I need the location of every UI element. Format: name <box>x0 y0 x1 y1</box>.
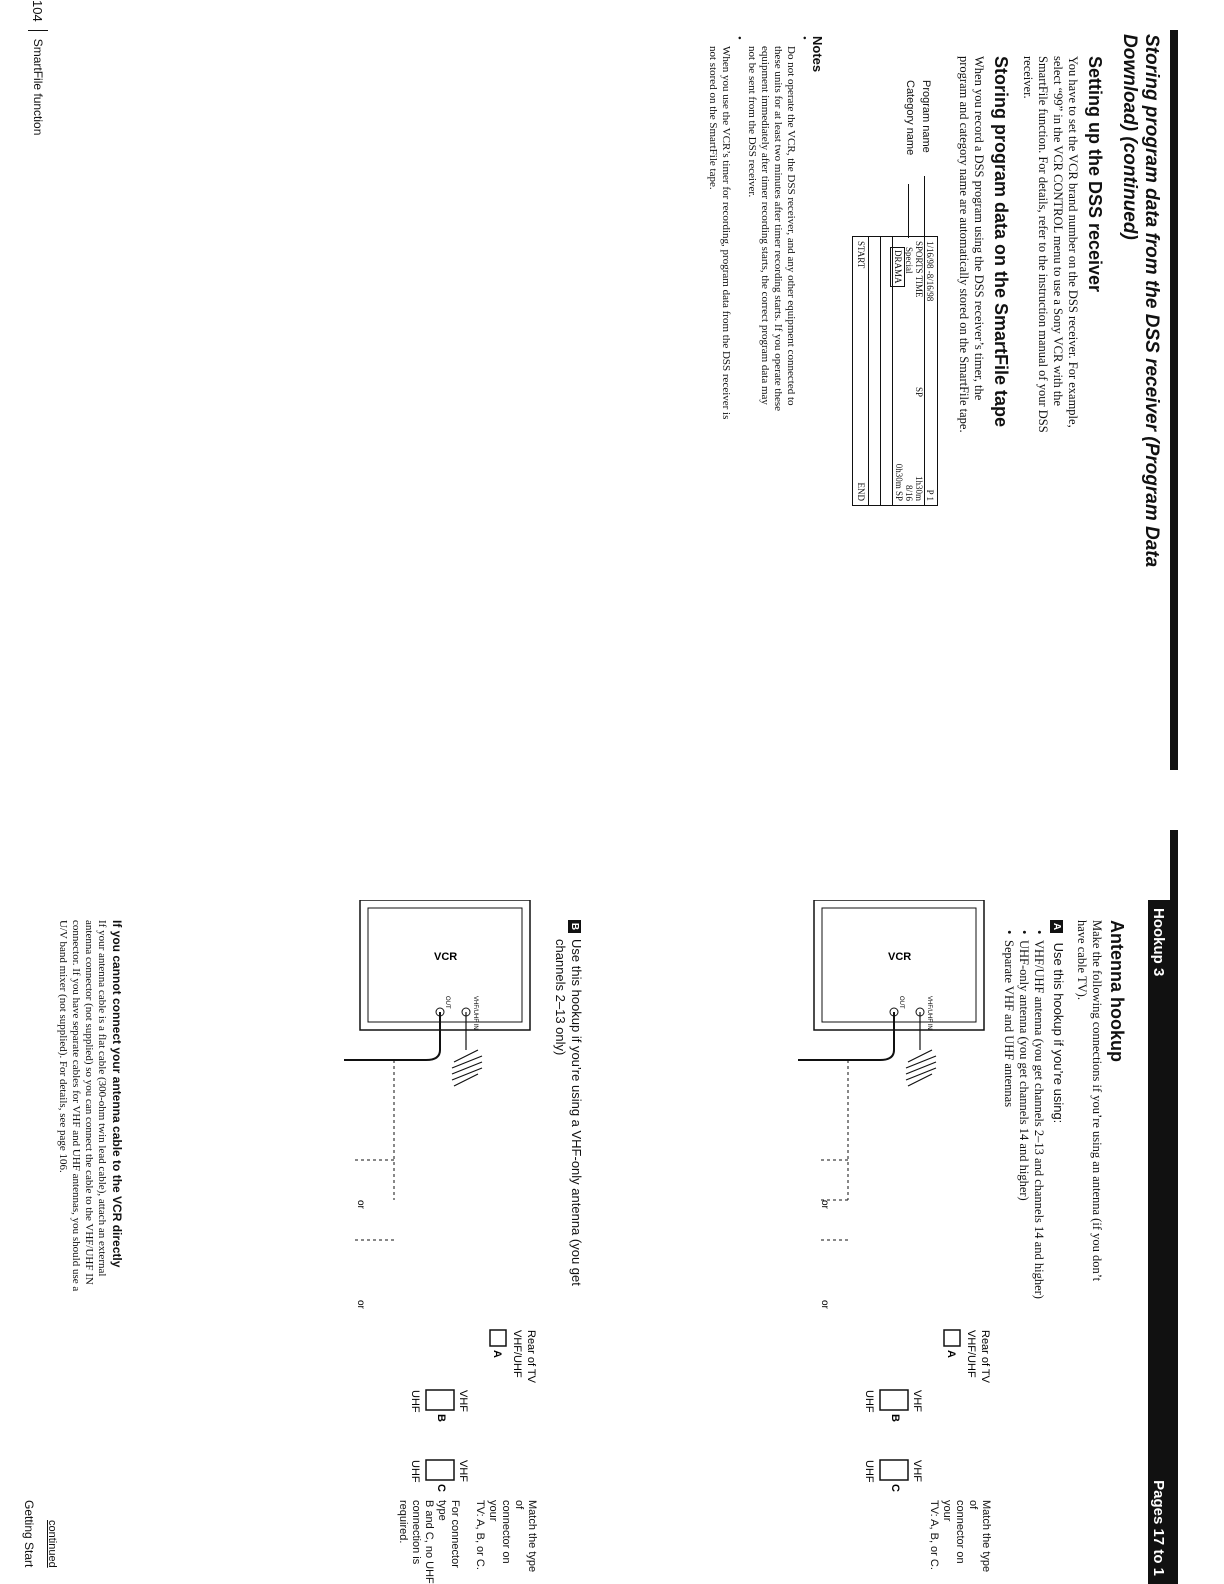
screen-duration: 1h30m <box>914 475 924 501</box>
setup-heading: Setting up the DSS receiver <box>1085 56 1105 293</box>
intro-line: Make the following connections if you’re using an antenna (if you don’t <box>1090 920 1104 1282</box>
label-category-name: Category name <box>904 80 916 156</box>
note-line: not stored on the SmartFile tape. <box>707 46 719 190</box>
vcr-in-label: VHF/UHF IN <box>926 996 932 1030</box>
section-a-bullets <box>1001 930 1046 1580</box>
cannot-connect-text <box>56 920 108 1580</box>
note-item <box>745 36 810 636</box>
dotted-route <box>818 1060 848 1240</box>
cannot-line: If your antenna cable is a flat cable (300-ohm twin lead cable), attach an external <box>96 920 108 1277</box>
conn-b-label: B <box>435 1414 447 1422</box>
tv-connector-a <box>490 1330 506 1346</box>
rear-of-tv-label: Rear of TV <box>525 1330 537 1383</box>
note-line: equipment immediately after timer recording starts, the correct program data may <box>759 46 771 405</box>
vcr-out-label: OUT <box>898 996 904 1009</box>
rf-cable <box>798 1012 894 1060</box>
leader-program-name <box>924 176 925 238</box>
note-a-line: TV: A, B, or C. <box>474 1500 486 1570</box>
screen-program-name: SPORTS TIME <box>914 241 924 298</box>
setup-line: receiver. <box>1021 56 1035 99</box>
note-a-line: Match the type of <box>513 1500 538 1573</box>
left-top-rule <box>1170 30 1178 770</box>
leader-category-name <box>908 184 909 238</box>
note-b-line: For connector type <box>436 1500 461 1568</box>
conn-a-label: A <box>491 1350 503 1358</box>
cannot-connect-heading: If you cannot connect your antenna cable to the VCR directly <box>110 920 124 1268</box>
note-a-line: connector on your <box>487 1500 512 1564</box>
tv-connector-c <box>426 1460 454 1480</box>
hookup-title: Hookup 3 <box>1150 908 1168 977</box>
title-line-2: Download) (continued) <box>1119 34 1140 240</box>
section-b-title-line-2: channels 2–13 only) <box>553 939 568 1056</box>
vcr-label: VCR <box>434 951 458 963</box>
notes-heading: Notes <box>810 36 825 73</box>
antenna-type-item: • UHF-only antenna (you get channels 14 and higher) <box>1016 930 1031 1580</box>
or-label: or <box>819 1300 830 1309</box>
page-number: 104 <box>30 0 46 22</box>
note-line: these units for at least two minutes after timer recording starts. If you operate these <box>772 46 784 412</box>
rear-of-tv-label: Rear of TV <box>979 1330 991 1383</box>
vcr-label: VCR <box>888 951 912 963</box>
note-b-line: required. <box>397 1500 409 1544</box>
screen-row-line <box>892 237 893 505</box>
conn-a-label: A <box>945 1350 957 1358</box>
hookup-diagram-a <box>798 900 998 1580</box>
hookup-diagram-b <box>324 900 544 1580</box>
label-program-name: Program name <box>920 80 932 153</box>
left-page-title <box>1118 34 1162 774</box>
cannot-line: U/V band mixer (not supplied). For details, see page 106. <box>57 920 69 1173</box>
section-a-letter: A <box>1050 920 1063 933</box>
screen-category-highlight: DRAMA <box>890 247 905 287</box>
uhf-label: UHF <box>863 1460 875 1483</box>
uhf-label: UHF <box>863 1390 875 1413</box>
footer-divider <box>28 30 48 31</box>
screen-tape-speed: SP <box>914 387 924 398</box>
screen-date: 8/16 <box>904 484 914 501</box>
vcr-out-label: OUT <box>444 996 450 1009</box>
setup-line: SmartFile function. For details, refer to the instruction manual of your DSS <box>1036 56 1050 433</box>
rf-cable <box>344 1012 440 1060</box>
setup-line: select “99” in the VCR CONTROL menu to use a Sony VCR with the <box>1051 56 1065 407</box>
conn-b-label: B <box>889 1414 901 1422</box>
note-a-line: Match the type of <box>967 1500 992 1573</box>
setup-line: You have to set the VCR brand number on the DSS receiver. For example, <box>1066 56 1080 428</box>
screen-date-range: 1/16/98 -8/16/98 <box>925 241 935 302</box>
storing-paragraph <box>956 56 986 776</box>
note-a-text <box>927 1500 992 1584</box>
tv-connector-b <box>880 1390 908 1410</box>
or-label: or <box>355 1300 366 1309</box>
screen-category-name: Special <box>904 247 914 274</box>
conn-c-label: C <box>889 1484 901 1492</box>
note-line: not be sent from the DSS receiver. <box>746 46 758 198</box>
section-a-heading <box>1050 920 1066 1123</box>
antenna-heading: Antenna hookup <box>1107 920 1127 1062</box>
section-b-letter: B <box>568 920 581 933</box>
footer-section-title: SmartFile function <box>31 38 45 136</box>
antenna-type-item: • VHF/UHF antenna (you get channels 2–13 and channels 14 and higher) <box>1031 930 1046 1580</box>
or-label: or <box>819 1200 830 1209</box>
note-a-line: connector on your <box>941 1500 966 1564</box>
storing-line: When you record a DSS program using the DSS receiver’s timer, the <box>972 56 986 401</box>
note-line: • Do not operate the VCR, the DSS receiver, and any other equipment connected to <box>785 46 797 406</box>
note-b-line: connection is <box>410 1500 422 1565</box>
right-top-rule <box>1170 830 1178 1584</box>
tv-connector-a <box>944 1330 960 1346</box>
section-b-title-line-1: Use this hookup if you’re using a VHF-only antenna (you get <box>569 939 584 1286</box>
screen-row-line <box>880 237 881 505</box>
vcr-in-label: VHF/UHF IN <box>472 996 478 1030</box>
screen-duration-2: 0h30m SP <box>894 463 904 501</box>
vhf-label: VHF <box>457 1390 469 1412</box>
pages-reference: Pages 17 to 1 <box>1150 1480 1168 1576</box>
screen-start: START <box>856 241 866 269</box>
conn-c-label: C <box>435 1484 447 1492</box>
note-b-line: B and C, no UHF <box>423 1500 435 1584</box>
vcr-body <box>814 900 984 1030</box>
intro-line: have cable TV). <box>1075 920 1089 1000</box>
note-line: • When you use the VCR’s timer for recording, program data from the DSS receiver is <box>720 46 732 420</box>
vhfuhf-label: VHF/UHF <box>511 1330 523 1378</box>
antenna-intro <box>1074 920 1104 1580</box>
right-footer-section: Getting Start <box>22 1500 36 1568</box>
hookup-header-band <box>1148 900 1170 1584</box>
setup-paragraph <box>1020 56 1080 776</box>
title-line-1: Storing program data from the DSS receiver (Program Data <box>1141 34 1162 568</box>
screen-row-line <box>868 237 869 505</box>
antenna-type-item: • Separate VHF and UHF antennas <box>1001 930 1016 1580</box>
or-label: or <box>355 1200 366 1209</box>
note-a-line: TV: A, B, or C. <box>928 1500 940 1570</box>
storing-heading: Storing program data on the SmartFile tape <box>991 56 1011 428</box>
storing-line: program and category name are automatically stored on the SmartFile tape. <box>957 56 971 433</box>
dotted-route <box>354 1060 394 1240</box>
smartfile-screen <box>852 236 938 506</box>
section-b-heading <box>553 920 584 1580</box>
vhf-label: VHF <box>457 1460 469 1482</box>
note-item <box>706 36 745 636</box>
left-footer <box>28 0 48 135</box>
vhf-label: VHF <box>911 1390 923 1412</box>
uhf-label: UHF <box>409 1390 421 1413</box>
note-b-text <box>396 1500 538 1584</box>
screen-page-number: P 1 <box>925 489 935 501</box>
cannot-line: antenna connector (not supplied) so you can connect the cable to the VHF/UHF IN <box>83 920 95 1285</box>
tv-connector-c <box>880 1460 908 1480</box>
vcr-body <box>360 900 530 1030</box>
continued-label: continued <box>46 1520 58 1568</box>
notes-list <box>706 36 810 636</box>
tv-connector-b <box>426 1390 454 1410</box>
section-a-title: Use this hookup if you’re using: <box>1051 942 1066 1124</box>
cannot-line: connector. If you have separate cables for VHF and UHF antennas, you should use a <box>70 920 82 1292</box>
vhf-label: VHF <box>911 1460 923 1482</box>
screen-end: END <box>856 482 866 501</box>
uhf-label: UHF <box>409 1460 421 1483</box>
vhfuhf-label: VHF/UHF <box>965 1330 977 1378</box>
